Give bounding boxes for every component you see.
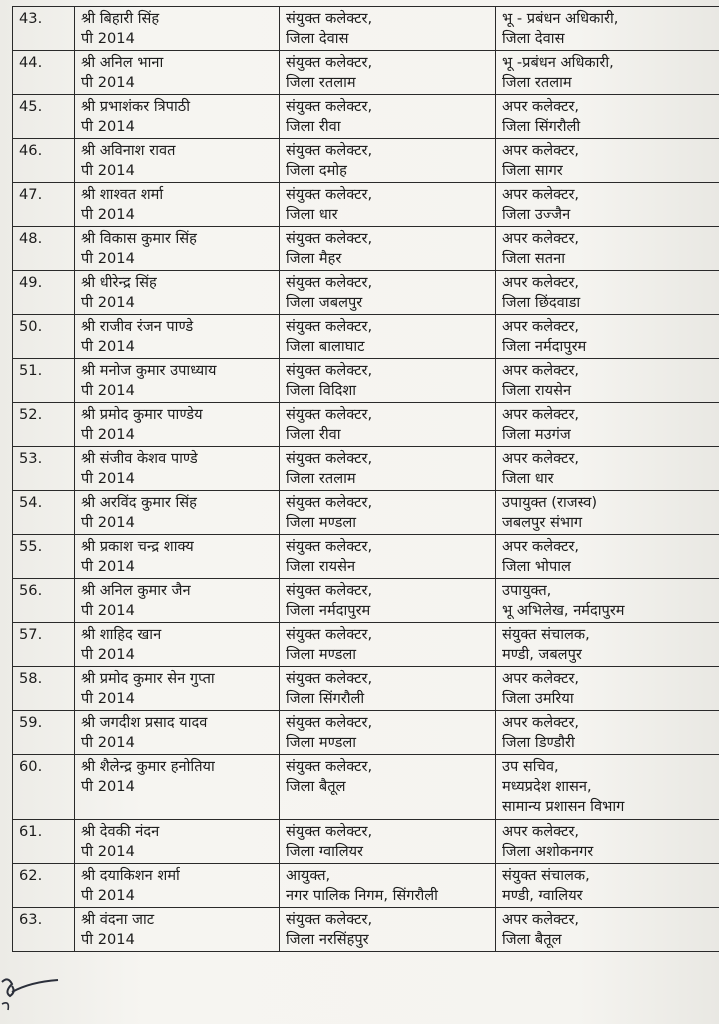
- current-posting-line: जिला मण्डला: [286, 646, 357, 663]
- officer-name: श्री मनोज कुमार उपाध्याय: [81, 362, 217, 379]
- officer-cell: [75, 711, 280, 755]
- new-posting-line: जिला छिंदवाडा: [502, 294, 581, 311]
- officer-cell: [75, 667, 280, 711]
- new-posting-line: जिला भोपाल: [502, 558, 571, 575]
- new-posting-line: सामान्य प्रशासन विभाग: [502, 798, 625, 815]
- serial-number: 63.: [13, 908, 75, 952]
- officer-name: श्री देवकी नंदन: [81, 823, 160, 840]
- current-posting-line: जिला नरसिंहपुर: [286, 931, 369, 948]
- new-posting-line: जिला अशोकनगर: [502, 843, 594, 860]
- new-posting-line: अपर कलेक्टर,: [502, 230, 580, 247]
- current-posting-line: संयुक्त कलेक्टर,: [286, 10, 373, 27]
- new-posting-line: अपर कलेक्टर,: [502, 318, 580, 335]
- current-posting-line: जिला नर्मदापुरम: [286, 602, 371, 619]
- new-posting: [496, 183, 719, 227]
- officer-name: श्री शाश्वत शर्मा: [81, 186, 164, 203]
- current-posting: [280, 447, 496, 491]
- serial-number: 52.: [13, 403, 75, 447]
- new-posting: [496, 535, 719, 579]
- new-posting: [496, 579, 719, 623]
- new-posting: [496, 51, 719, 95]
- new-posting-line: संयुक्त संचालक,: [502, 867, 590, 884]
- current-posting-line: जिला दमोह: [286, 162, 347, 179]
- signature-mark: [0, 962, 60, 1022]
- officer-batch: पी 2014: [81, 690, 135, 707]
- officer-batch: पी 2014: [81, 338, 135, 355]
- current-posting-line: आयुक्त,: [286, 867, 331, 884]
- current-posting-line: संयुक्त कलेक्टर,: [286, 318, 373, 335]
- new-posting-line: अपर कलेक्टर,: [502, 714, 580, 731]
- officer-batch: पी 2014: [81, 250, 135, 267]
- current-posting: [280, 667, 496, 711]
- current-posting: [280, 908, 496, 952]
- new-posting-line: मध्यप्रदेश शासन,: [502, 778, 592, 795]
- current-posting-line: संयुक्त कलेक्टर,: [286, 714, 373, 731]
- new-posting-line: अपर कलेक्टर,: [502, 362, 580, 379]
- new-posting-line: जिला डिण्डौरी: [502, 734, 575, 751]
- table-row: [13, 271, 719, 315]
- serial-number: 46.: [13, 139, 75, 183]
- new-posting: [496, 908, 719, 952]
- new-posting-line: जिला मउगंज: [502, 426, 571, 443]
- table-row: [13, 7, 719, 51]
- new-posting-line: जिला रतलाम: [502, 74, 572, 91]
- officer-name: श्री अविनाश रावत: [81, 142, 176, 159]
- officer-cell: [75, 908, 280, 952]
- table-row: [13, 820, 719, 864]
- current-posting: [280, 755, 496, 820]
- new-posting-line: जिला सागर: [502, 162, 563, 179]
- table-row: [13, 908, 719, 952]
- new-posting-line: अपर कलेक्टर,: [502, 186, 580, 203]
- officer-name: श्री दयाकिशन शर्मा: [81, 867, 180, 884]
- current-posting-line: जिला धार: [286, 206, 338, 223]
- new-posting-line: अपर कलेक्टर,: [502, 98, 580, 115]
- current-posting: [280, 51, 496, 95]
- officer-name: श्री अनिल भाना: [81, 54, 164, 71]
- table-row: [13, 711, 719, 755]
- current-posting: [280, 623, 496, 667]
- transfer-order-table: [12, 6, 719, 952]
- current-posting-line: संयुक्त कलेक्टर,: [286, 274, 373, 291]
- officer-batch: पी 2014: [81, 778, 135, 795]
- officer-name: श्री विकास कुमार सिंह: [81, 230, 197, 247]
- table-row: [13, 139, 719, 183]
- current-posting-line: जिला मैहर: [286, 250, 342, 267]
- officer-name: श्री शाहिद खान: [81, 626, 162, 643]
- new-posting: [496, 711, 719, 755]
- officer-batch: पी 2014: [81, 470, 135, 487]
- officer-cell: [75, 820, 280, 864]
- officer-name: श्री प्रभाशंकर त्रिपाठी: [81, 98, 190, 115]
- current-posting: [280, 711, 496, 755]
- officer-cell: [75, 95, 280, 139]
- new-posting-line: जिला उमरिया: [502, 690, 574, 707]
- new-posting-line: अपर कलेक्टर,: [502, 911, 580, 928]
- new-posting-line: जिला सतना: [502, 250, 565, 267]
- current-posting-line: जिला रीवा: [286, 118, 341, 135]
- new-posting-line: अपर कलेक्टर,: [502, 274, 580, 291]
- current-posting-line: जिला रतलाम: [286, 74, 356, 91]
- new-posting-line: जिला सिंगरौली: [502, 118, 581, 135]
- serial-number: 57.: [13, 623, 75, 667]
- officer-name: श्री संजीव केशव पाण्डे: [81, 450, 198, 467]
- officer-name: श्री शैलेन्द्र कुमार हनोतिया: [81, 758, 215, 775]
- table-row: [13, 491, 719, 535]
- officer-batch: पी 2014: [81, 887, 135, 904]
- new-posting: [496, 820, 719, 864]
- serial-number: 58.: [13, 667, 75, 711]
- current-posting: [280, 7, 496, 51]
- officer-name: श्री अरविंद कुमार सिंह: [81, 494, 197, 511]
- serial-number: 59.: [13, 711, 75, 755]
- current-posting-line: जिला सिंगरौली: [286, 690, 365, 707]
- officer-name: श्री वंदना जाट: [81, 911, 155, 928]
- officer-batch: पी 2014: [81, 162, 135, 179]
- new-posting-line: संयुक्त संचालक,: [502, 626, 590, 643]
- table-row: [13, 623, 719, 667]
- new-posting: [496, 447, 719, 491]
- table-row: [13, 667, 719, 711]
- current-posting-line: जिला मण्डला: [286, 734, 357, 751]
- new-posting: [496, 667, 719, 711]
- current-posting-line: जिला बालाघाट: [286, 338, 365, 355]
- current-posting-line: जिला रीवा: [286, 426, 341, 443]
- new-posting-line: उप सचिव,: [502, 758, 559, 775]
- current-posting-line: जिला देवास: [286, 30, 349, 47]
- officer-cell: [75, 447, 280, 491]
- current-posting-line: संयुक्त कलेक्टर,: [286, 406, 373, 423]
- officer-batch: पी 2014: [81, 294, 135, 311]
- new-posting-line: मण्डी, जबलपुर: [502, 646, 582, 663]
- table-row: [13, 447, 719, 491]
- current-posting: [280, 864, 496, 908]
- current-posting-line: नगर पालिक निगम, सिंगरौली: [286, 887, 438, 904]
- table-row: [13, 359, 719, 403]
- current-posting-line: संयुक्त कलेक्टर,: [286, 142, 373, 159]
- current-posting: [280, 271, 496, 315]
- current-posting-line: संयुक्त कलेक्टर,: [286, 823, 373, 840]
- officer-cell: [75, 359, 280, 403]
- new-posting: [496, 864, 719, 908]
- serial-number: 47.: [13, 183, 75, 227]
- current-posting-line: संयुक्त कलेक्टर,: [286, 186, 373, 203]
- new-posting: [496, 227, 719, 271]
- serial-number: 55.: [13, 535, 75, 579]
- officer-batch: पी 2014: [81, 118, 135, 135]
- table-row: [13, 755, 719, 820]
- current-posting-line: संयुक्त कलेक्टर,: [286, 911, 373, 928]
- officer-batch: पी 2014: [81, 426, 135, 443]
- table-body: [13, 7, 719, 952]
- current-posting-line: जिला रायसेन: [286, 558, 356, 575]
- new-posting-line: अपर कलेक्टर,: [502, 142, 580, 159]
- officer-cell: [75, 491, 280, 535]
- current-posting-line: संयुक्त कलेक्टर,: [286, 582, 373, 599]
- new-posting-line: जिला रायसेन: [502, 382, 572, 399]
- serial-number: 49.: [13, 271, 75, 315]
- officer-cell: [75, 755, 280, 820]
- current-posting-line: जिला मण्डला: [286, 514, 357, 531]
- current-posting-line: संयुक्त कलेक्टर,: [286, 538, 373, 555]
- current-posting: [280, 139, 496, 183]
- officer-name: श्री धीरेन्द्र सिंह: [81, 274, 157, 291]
- table-row: [13, 227, 719, 271]
- officer-cell: [75, 623, 280, 667]
- serial-number: 61.: [13, 820, 75, 864]
- officer-batch: पी 2014: [81, 30, 135, 47]
- officer-name: श्री प्रकाश चन्द्र शाक्य: [81, 538, 194, 555]
- table-row: [13, 535, 719, 579]
- new-posting-line: भू - प्रबंधन अधिकारी,: [502, 10, 619, 27]
- table-row: [13, 183, 719, 227]
- officer-cell: [75, 183, 280, 227]
- table-row: [13, 579, 719, 623]
- current-posting-line: संयुक्त कलेक्टर,: [286, 494, 373, 511]
- officer-cell: [75, 315, 280, 359]
- officer-batch: पी 2014: [81, 382, 135, 399]
- serial-number: 56.: [13, 579, 75, 623]
- officer-name: श्री राजीव रंजन पाण्डे: [81, 318, 194, 335]
- new-posting: [496, 271, 719, 315]
- new-posting-line: जिला देवास: [502, 30, 565, 47]
- new-posting: [496, 403, 719, 447]
- current-posting: [280, 491, 496, 535]
- current-posting-line: जिला विदिशा: [286, 382, 357, 399]
- officer-batch: पी 2014: [81, 206, 135, 223]
- table-row: [13, 864, 719, 908]
- table-row: [13, 403, 719, 447]
- current-posting-line: संयुक्त कलेक्टर,: [286, 98, 373, 115]
- current-posting: [280, 95, 496, 139]
- serial-number: 60.: [13, 755, 75, 820]
- officer-batch: पी 2014: [81, 931, 135, 948]
- current-posting-line: संयुक्त कलेक्टर,: [286, 230, 373, 247]
- current-posting-line: संयुक्त कलेक्टर,: [286, 758, 373, 775]
- current-posting-line: जिला जबलपुर: [286, 294, 363, 311]
- current-posting-line: जिला रतलाम: [286, 470, 356, 487]
- serial-number: 45.: [13, 95, 75, 139]
- new-posting: [496, 623, 719, 667]
- serial-number: 44.: [13, 51, 75, 95]
- serial-number: 62.: [13, 864, 75, 908]
- new-posting-line: भू -प्रबंधन अधिकारी,: [502, 54, 614, 71]
- officer-batch: पी 2014: [81, 74, 135, 91]
- serial-number: 53.: [13, 447, 75, 491]
- officer-batch: पी 2014: [81, 558, 135, 575]
- current-posting: [280, 535, 496, 579]
- officer-name: श्री प्रमोद कुमार सेन गुप्ता: [81, 670, 215, 687]
- new-posting: [496, 755, 719, 820]
- new-posting-line: भू अभिलेख, नर्मदापुरम: [502, 602, 625, 619]
- new-posting-line: अपर कलेक्टर,: [502, 670, 580, 687]
- officer-batch: पी 2014: [81, 514, 135, 531]
- officer-batch: पी 2014: [81, 602, 135, 619]
- officer-cell: [75, 403, 280, 447]
- officer-cell: [75, 139, 280, 183]
- serial-number: 43.: [13, 7, 75, 51]
- serial-number: 50.: [13, 315, 75, 359]
- serial-number: 54.: [13, 491, 75, 535]
- new-posting: [496, 359, 719, 403]
- new-posting-line: अपर कलेक्टर,: [502, 538, 580, 555]
- current-posting-line: संयुक्त कलेक्टर,: [286, 626, 373, 643]
- new-posting-line: अपर कलेक्टर,: [502, 450, 580, 467]
- new-posting: [496, 95, 719, 139]
- new-posting-line: अपर कलेक्टर,: [502, 406, 580, 423]
- current-posting-line: संयुक्त कलेक्टर,: [286, 670, 373, 687]
- officer-cell: [75, 7, 280, 51]
- officer-cell: [75, 864, 280, 908]
- current-posting: [280, 315, 496, 359]
- officer-name: श्री अनिल कुमार जैन: [81, 582, 191, 599]
- new-posting-line: जबलपुर संभाग: [502, 514, 583, 531]
- table-row: [13, 51, 719, 95]
- current-posting-line: जिला ग्वालियर: [286, 843, 364, 860]
- new-posting: [496, 491, 719, 535]
- officer-cell: [75, 51, 280, 95]
- officer-cell: [75, 579, 280, 623]
- current-posting-line: संयुक्त कलेक्टर,: [286, 54, 373, 71]
- officer-cell: [75, 271, 280, 315]
- new-posting: [496, 139, 719, 183]
- officer-cell: [75, 535, 280, 579]
- officer-cell: [75, 227, 280, 271]
- current-posting: [280, 183, 496, 227]
- officer-name: श्री जगदीश प्रसाद यादव: [81, 714, 208, 731]
- officer-name: श्री बिहारी सिंह: [81, 10, 160, 27]
- new-posting-line: जिला बैतूल: [502, 931, 562, 948]
- current-posting-line: संयुक्त कलेक्टर,: [286, 362, 373, 379]
- officer-name: श्री प्रमोद कुमार पाण्डेय: [81, 406, 203, 423]
- current-posting-line: जिला बैतूल: [286, 778, 346, 795]
- officer-batch: पी 2014: [81, 843, 135, 860]
- table-row: [13, 315, 719, 359]
- new-posting-line: जिला नर्मदापुरम: [502, 338, 587, 355]
- current-posting: [280, 403, 496, 447]
- new-posting-line: उपायुक्त (राजस्व): [502, 494, 598, 511]
- current-posting: [280, 227, 496, 271]
- new-posting: [496, 315, 719, 359]
- new-posting-line: मण्डी, ग्वालियर: [502, 887, 583, 904]
- officer-batch: पी 2014: [81, 646, 135, 663]
- current-posting: [280, 359, 496, 403]
- officer-batch: पी 2014: [81, 734, 135, 751]
- current-posting: [280, 579, 496, 623]
- current-posting-line: संयुक्त कलेक्टर,: [286, 450, 373, 467]
- serial-number: 48.: [13, 227, 75, 271]
- new-posting-line: अपर कलेक्टर,: [502, 823, 580, 840]
- new-posting: [496, 7, 719, 51]
- new-posting-line: उपायुक्त,: [502, 582, 552, 599]
- new-posting-line: जिला उज्जैन: [502, 206, 571, 223]
- table-row: [13, 95, 719, 139]
- current-posting: [280, 820, 496, 864]
- serial-number: 51.: [13, 359, 75, 403]
- new-posting-line: जिला धार: [502, 470, 554, 487]
